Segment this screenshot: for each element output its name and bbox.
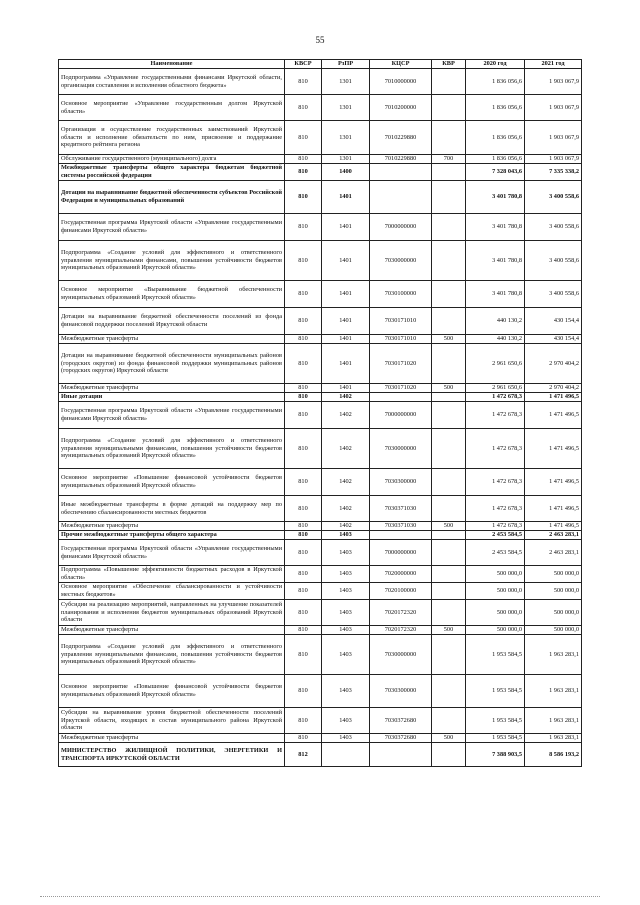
cell-kcsr: 7000000000 [370, 540, 432, 566]
cell-kvsr: 810 [285, 384, 322, 393]
cell-rzpr: 1401 [322, 384, 370, 393]
col-header-2021: 2021 год [525, 60, 582, 69]
cell-kvsr: 810 [285, 281, 322, 308]
table-row [59, 522, 582, 531]
col-header-kcsr: КЦСР [370, 60, 432, 69]
cell-name: Дотации на выравнивание бюджетной обеспеченности субъектов Российской Федерации и муниципальных образований [59, 181, 285, 214]
cell-rzpr: 1401 [322, 181, 370, 214]
cell-name: Дотации на выравнивание бюджетной обеспеченности муниципальных районов (городских округов) из фонда финансовой поддержки муниципальных районов (городских округов) Иркутской области [59, 344, 285, 384]
cell-y2020: 3 401 780,8 [466, 214, 525, 241]
cell-y2021: 2 463 283,1 [525, 540, 582, 566]
table-row [59, 531, 582, 540]
cell-kcsr: 7030100000 [370, 281, 432, 308]
table-row [59, 181, 582, 214]
cell-y2020: 1 472 678,3 [466, 522, 525, 531]
cell-kcsr [370, 531, 432, 540]
cell-name: Дотации на выравнивание бюджетной обеспеченности поселений из фонда финансовой поддержки поселений Иркутской области [59, 308, 285, 335]
cell-rzpr: 1301 [322, 155, 370, 164]
cell-rzpr: 1403 [322, 531, 370, 540]
col-header-name: Наименование [59, 60, 285, 69]
cell-y2021: 500 000,0 [525, 600, 582, 626]
scan-edge-marks [40, 896, 600, 900]
table-row [59, 155, 582, 164]
cell-rzpr: 1403 [322, 734, 370, 743]
cell-kvr [432, 344, 466, 384]
cell-kcsr: 7030371030 [370, 496, 432, 522]
cell-y2020: 440 130,2 [466, 335, 525, 344]
cell-kcsr [370, 743, 432, 767]
cell-y2021: 1 963 283,1 [525, 708, 582, 734]
cell-y2021: 500 000,0 [525, 566, 582, 583]
cell-kvr [432, 496, 466, 522]
table-row [59, 583, 582, 600]
cell-y2020: 1 472 678,3 [466, 496, 525, 522]
cell-kvr: 500 [432, 335, 466, 344]
cell-kvr: 500 [432, 522, 466, 531]
cell-kvr [432, 583, 466, 600]
cell-y2020: 1 953 584,5 [466, 734, 525, 743]
cell-name: Иные дотации [59, 393, 285, 402]
cell-rzpr: 1402 [322, 522, 370, 531]
cell-y2020: 440 130,2 [466, 308, 525, 335]
cell-y2021: 2 970 404,2 [525, 384, 582, 393]
cell-y2020: 3 401 780,8 [466, 181, 525, 214]
table-row [59, 675, 582, 708]
cell-kvr [432, 708, 466, 734]
table-row [59, 708, 582, 734]
table-row [59, 743, 582, 767]
cell-y2020: 1 836 056,6 [466, 95, 525, 121]
cell-y2020: 1 836 056,6 [466, 69, 525, 95]
cell-name: Прочие межбюджетные трансферты общего характера [59, 531, 285, 540]
table-row [59, 734, 582, 743]
table-row [59, 69, 582, 95]
cell-kvsr: 810 [285, 308, 322, 335]
cell-y2021: 1 471 496,5 [525, 429, 582, 469]
cell-kvr [432, 540, 466, 566]
cell-kvr [432, 95, 466, 121]
table-row [59, 496, 582, 522]
cell-kcsr [370, 393, 432, 402]
table-row [59, 384, 582, 393]
cell-name: Межбюджетные трансферты [59, 384, 285, 393]
cell-kcsr: 7020172320 [370, 600, 432, 626]
cell-y2021: 2 970 404,2 [525, 344, 582, 384]
cell-y2021: 3 400 558,6 [525, 181, 582, 214]
cell-kvsr: 810 [285, 540, 322, 566]
cell-y2020: 500 000,0 [466, 626, 525, 635]
cell-y2020: 2 453 584,5 [466, 531, 525, 540]
cell-name: Государственная программа Иркутской области «Управление государственными финансами Иркутской области» [59, 402, 285, 429]
cell-kcsr: 7030000000 [370, 429, 432, 469]
cell-kvsr: 810 [285, 600, 322, 626]
cell-name: Подпрограмма «Создание условий для эффективного и ответственного управления муниципальными финансами, повышения устойчивости бюджетов муниципальных образований Иркутской области» [59, 635, 285, 675]
cell-name: Межбюджетные трансферты общего характера бюджетам бюджетной системы российской федерации [59, 164, 285, 181]
cell-kvsr: 810 [285, 69, 322, 95]
table-row [59, 469, 582, 496]
cell-kvr: 500 [432, 384, 466, 393]
table-row [59, 241, 582, 281]
table-row [59, 121, 582, 155]
cell-y2021: 8 586 193,2 [525, 743, 582, 767]
cell-kcsr: 7030300000 [370, 675, 432, 708]
table-row [59, 308, 582, 335]
cell-kvr: 500 [432, 734, 466, 743]
cell-rzpr: 1402 [322, 393, 370, 402]
cell-name: Субсидии на выравнивание уровня бюджетной обеспеченности поселений Иркутской области, входящих в состав муниципального района Иркутской области [59, 708, 285, 734]
cell-y2021: 1 963 283,1 [525, 734, 582, 743]
table-row [59, 429, 582, 469]
cell-rzpr: 1402 [322, 429, 370, 469]
cell-kcsr: 7030300000 [370, 469, 432, 496]
cell-kvr [432, 69, 466, 95]
col-header-kvr: КВР [432, 60, 466, 69]
cell-kvsr: 810 [285, 522, 322, 531]
cell-kcsr: 7030371030 [370, 522, 432, 531]
table-row [59, 402, 582, 429]
cell-kvr [432, 214, 466, 241]
cell-kcsr: 7030171020 [370, 344, 432, 384]
cell-y2021: 430 154,4 [525, 308, 582, 335]
cell-y2021: 1 903 067,9 [525, 155, 582, 164]
cell-rzpr: 1403 [322, 626, 370, 635]
cell-kvsr: 810 [285, 121, 322, 155]
cell-kvr [432, 308, 466, 335]
cell-rzpr: 1400 [322, 164, 370, 181]
cell-kvr [432, 469, 466, 496]
table-row [59, 566, 582, 583]
cell-name: Межбюджетные трансферты [59, 734, 285, 743]
cell-name: Государственная программа Иркутской области «Управление государственными финансами Иркутской области» [59, 214, 285, 241]
cell-kcsr: 7030000000 [370, 241, 432, 281]
cell-kvr [432, 675, 466, 708]
cell-y2021: 500 000,0 [525, 626, 582, 635]
cell-rzpr: 1403 [322, 675, 370, 708]
cell-rzpr: 1403 [322, 600, 370, 626]
cell-rzpr: 1301 [322, 69, 370, 95]
cell-kvr [432, 566, 466, 583]
col-header-kvsr: КВСР [285, 60, 322, 69]
cell-name: Основное мероприятие «Выравнивание бюджетной обеспеченности муниципальных образований Иркутской области» [59, 281, 285, 308]
cell-name: Обслуживание государственного (муниципального) долга [59, 155, 285, 164]
cell-y2020: 1 836 056,6 [466, 121, 525, 155]
cell-kvr: 700 [432, 155, 466, 164]
table-row [59, 281, 582, 308]
table-row [59, 600, 582, 626]
col-header-rzpr: РзПР [322, 60, 370, 69]
cell-y2021: 1 903 067,9 [525, 95, 582, 121]
cell-name: Организация и осуществление государственных заимствований Иркутской области и исполнение обязательств по ним, присвоение и поддержание кредитного рейтинга региона [59, 121, 285, 155]
cell-y2021: 7 335 338,2 [525, 164, 582, 181]
cell-kcsr: 7020100000 [370, 583, 432, 600]
cell-rzpr: 1301 [322, 95, 370, 121]
cell-name: Основное мероприятие «Повышение финансовой устойчивости бюджетов муниципальных образований Иркутской области» [59, 469, 285, 496]
cell-kcsr: 7010000000 [370, 69, 432, 95]
page-number: 55 [315, 35, 325, 45]
cell-name: Подпрограмма «Создание условий для эффективного и ответственного управления муниципальными финансами, повышения устойчивости бюджетов муниципальных образований Иркутской области» [59, 241, 285, 281]
cell-kcsr: 7010229880 [370, 155, 432, 164]
cell-kcsr: 7030171010 [370, 335, 432, 344]
cell-kcsr: 7030372680 [370, 734, 432, 743]
cell-y2020: 2 453 584,5 [466, 540, 525, 566]
cell-kvsr: 810 [285, 626, 322, 635]
cell-y2020: 7 328 043,6 [466, 164, 525, 181]
table-row [59, 626, 582, 635]
cell-kvr [432, 402, 466, 429]
cell-y2020: 1 953 584,5 [466, 708, 525, 734]
cell-name: Субсидии на реализацию мероприятий, направленных на улучшение показателей планирования и исполнения бюджетов муниципальных образований Иркутской области [59, 600, 285, 626]
cell-kvsr: 810 [285, 734, 322, 743]
cell-y2020: 500 000,0 [466, 566, 525, 583]
cell-name: Межбюджетные трансферты [59, 335, 285, 344]
cell-y2020: 2 961 650,6 [466, 344, 525, 384]
cell-y2021: 1 903 067,9 [525, 69, 582, 95]
cell-kvr [432, 281, 466, 308]
cell-rzpr: 1403 [322, 635, 370, 675]
cell-kcsr: 7010229880 [370, 121, 432, 155]
cell-kvsr: 812 [285, 743, 322, 767]
cell-kvr [432, 393, 466, 402]
cell-kvr [432, 164, 466, 181]
cell-kcsr: 7020000000 [370, 566, 432, 583]
cell-y2021: 3 400 558,6 [525, 281, 582, 308]
cell-rzpr: 1403 [322, 566, 370, 583]
cell-rzpr: 1401 [322, 344, 370, 384]
cell-kcsr: 7020172320 [370, 626, 432, 635]
cell-rzpr: 1401 [322, 308, 370, 335]
cell-y2020: 1 472 678,3 [466, 393, 525, 402]
cell-y2020: 1 953 584,5 [466, 675, 525, 708]
cell-y2020: 500 000,0 [466, 600, 525, 626]
cell-kcsr: 7030372680 [370, 708, 432, 734]
cell-name: Подпрограмма «Создание условий для эффективного и ответственного управления муниципальными финансами, повышения устойчивости бюджетов муниципальных образований Иркутской области» [59, 429, 285, 469]
cell-y2021: 500 000,0 [525, 583, 582, 600]
cell-kvr [432, 241, 466, 281]
cell-kvsr: 810 [285, 429, 322, 469]
cell-kvsr: 810 [285, 164, 322, 181]
cell-kvsr: 810 [285, 708, 322, 734]
cell-kvr [432, 635, 466, 675]
cell-name: Основное мероприятие «Обеспечение сбалансированности и устойчивости местных бюджетов» [59, 583, 285, 600]
cell-rzpr: 1401 [322, 281, 370, 308]
cell-kvsr: 810 [285, 531, 322, 540]
cell-name: Основное мероприятие «Управление государственным долгом Иркутской области» [59, 95, 285, 121]
cell-kvsr: 810 [285, 181, 322, 214]
cell-y2020: 3 401 780,8 [466, 241, 525, 281]
cell-kvsr: 810 [285, 155, 322, 164]
cell-rzpr: 1401 [322, 241, 370, 281]
cell-y2020: 1 472 678,3 [466, 469, 525, 496]
cell-rzpr: 1402 [322, 402, 370, 429]
cell-kvr [432, 600, 466, 626]
budget-table [58, 59, 582, 767]
cell-y2021: 1 471 496,5 [525, 402, 582, 429]
table-row [59, 214, 582, 241]
cell-y2020: 1 472 678,3 [466, 402, 525, 429]
table-header-row [59, 60, 582, 69]
cell-kvsr: 810 [285, 566, 322, 583]
cell-kvsr: 810 [285, 583, 322, 600]
cell-kvr [432, 181, 466, 214]
cell-kcsr: 7030000000 [370, 635, 432, 675]
cell-y2021: 430 154,4 [525, 335, 582, 344]
cell-y2021: 1 903 067,9 [525, 121, 582, 155]
table-row [59, 540, 582, 566]
cell-kcsr [370, 181, 432, 214]
table-row [59, 635, 582, 675]
cell-y2021: 3 400 558,6 [525, 214, 582, 241]
cell-kcsr: 7030171020 [370, 384, 432, 393]
cell-y2021: 1 963 283,1 [525, 635, 582, 675]
cell-name: Государственная программа Иркутской области «Управление государственными финансами Иркутской области» [59, 540, 285, 566]
cell-kvsr: 810 [285, 344, 322, 384]
cell-kvr: 500 [432, 626, 466, 635]
cell-kvsr: 810 [285, 214, 322, 241]
cell-kvsr: 810 [285, 469, 322, 496]
table-row [59, 335, 582, 344]
table-row [59, 344, 582, 384]
cell-kvsr: 810 [285, 393, 322, 402]
cell-name: Основное мероприятие «Повышение финансовой устойчивости бюджетов муниципальных образований Иркутской области» [59, 675, 285, 708]
cell-kvr [432, 743, 466, 767]
cell-rzpr: 1403 [322, 540, 370, 566]
cell-kvsr: 810 [285, 496, 322, 522]
cell-kvsr: 810 [285, 241, 322, 281]
cell-y2020: 1 836 056,6 [466, 155, 525, 164]
cell-name: Межбюджетные трансферты [59, 522, 285, 531]
cell-kvsr: 810 [285, 675, 322, 708]
cell-kvsr: 810 [285, 635, 322, 675]
cell-rzpr: 1403 [322, 583, 370, 600]
cell-y2021: 1 471 496,5 [525, 393, 582, 402]
cell-rzpr: 1301 [322, 121, 370, 155]
cell-y2020: 2 961 650,6 [466, 384, 525, 393]
cell-y2021: 1 471 496,5 [525, 496, 582, 522]
cell-y2020: 7 388 903,5 [466, 743, 525, 767]
cell-name: Межбюджетные трансферты [59, 626, 285, 635]
cell-rzpr: 1401 [322, 335, 370, 344]
cell-kcsr: 7010200000 [370, 95, 432, 121]
col-header-2020: 2020 год [466, 60, 525, 69]
cell-name: Иные межбюджетные трансферты в форме дотаций на поддержку мер по обеспечению сбалансированности местных бюджетов [59, 496, 285, 522]
cell-rzpr [322, 743, 370, 767]
table-row [59, 95, 582, 121]
cell-kvsr: 810 [285, 402, 322, 429]
cell-y2021: 1 963 283,1 [525, 675, 582, 708]
cell-rzpr: 1401 [322, 214, 370, 241]
cell-name: Подпрограмма «Управление государственными финансами Иркутской области, организация составления и исполнения областного бюджета» [59, 69, 285, 95]
cell-name: МИНИСТЕРСТВО ЖИЛИЩНОЙ ПОЛИТИКИ, ЭНЕРГЕТИКИ И ТРАНСПОРТА ИРКУТСКОЙ ОБЛАСТИ [59, 743, 285, 767]
cell-y2020: 1 472 678,3 [466, 429, 525, 469]
cell-rzpr: 1402 [322, 469, 370, 496]
cell-rzpr: 1403 [322, 708, 370, 734]
cell-y2021: 3 400 558,6 [525, 241, 582, 281]
cell-kvr [432, 429, 466, 469]
table-row [59, 393, 582, 402]
cell-kcsr: 7030171010 [370, 308, 432, 335]
cell-rzpr: 1402 [322, 496, 370, 522]
cell-y2021: 2 463 283,1 [525, 531, 582, 540]
cell-y2020: 500 000,0 [466, 583, 525, 600]
cell-y2020: 1 953 584,5 [466, 635, 525, 675]
cell-kcsr: 7000000000 [370, 214, 432, 241]
cell-y2021: 1 471 496,5 [525, 522, 582, 531]
cell-name: Подпрограмма «Повышение эффективности бюджетных расходов в Иркутской области» [59, 566, 285, 583]
cell-kvsr: 810 [285, 95, 322, 121]
cell-y2020: 3 401 780,8 [466, 281, 525, 308]
cell-kcsr [370, 164, 432, 181]
cell-kvr [432, 121, 466, 155]
cell-kvsr: 810 [285, 335, 322, 344]
cell-kvr [432, 531, 466, 540]
table-row [59, 164, 582, 181]
cell-kcsr: 7000000000 [370, 402, 432, 429]
cell-y2021: 1 471 496,5 [525, 469, 582, 496]
